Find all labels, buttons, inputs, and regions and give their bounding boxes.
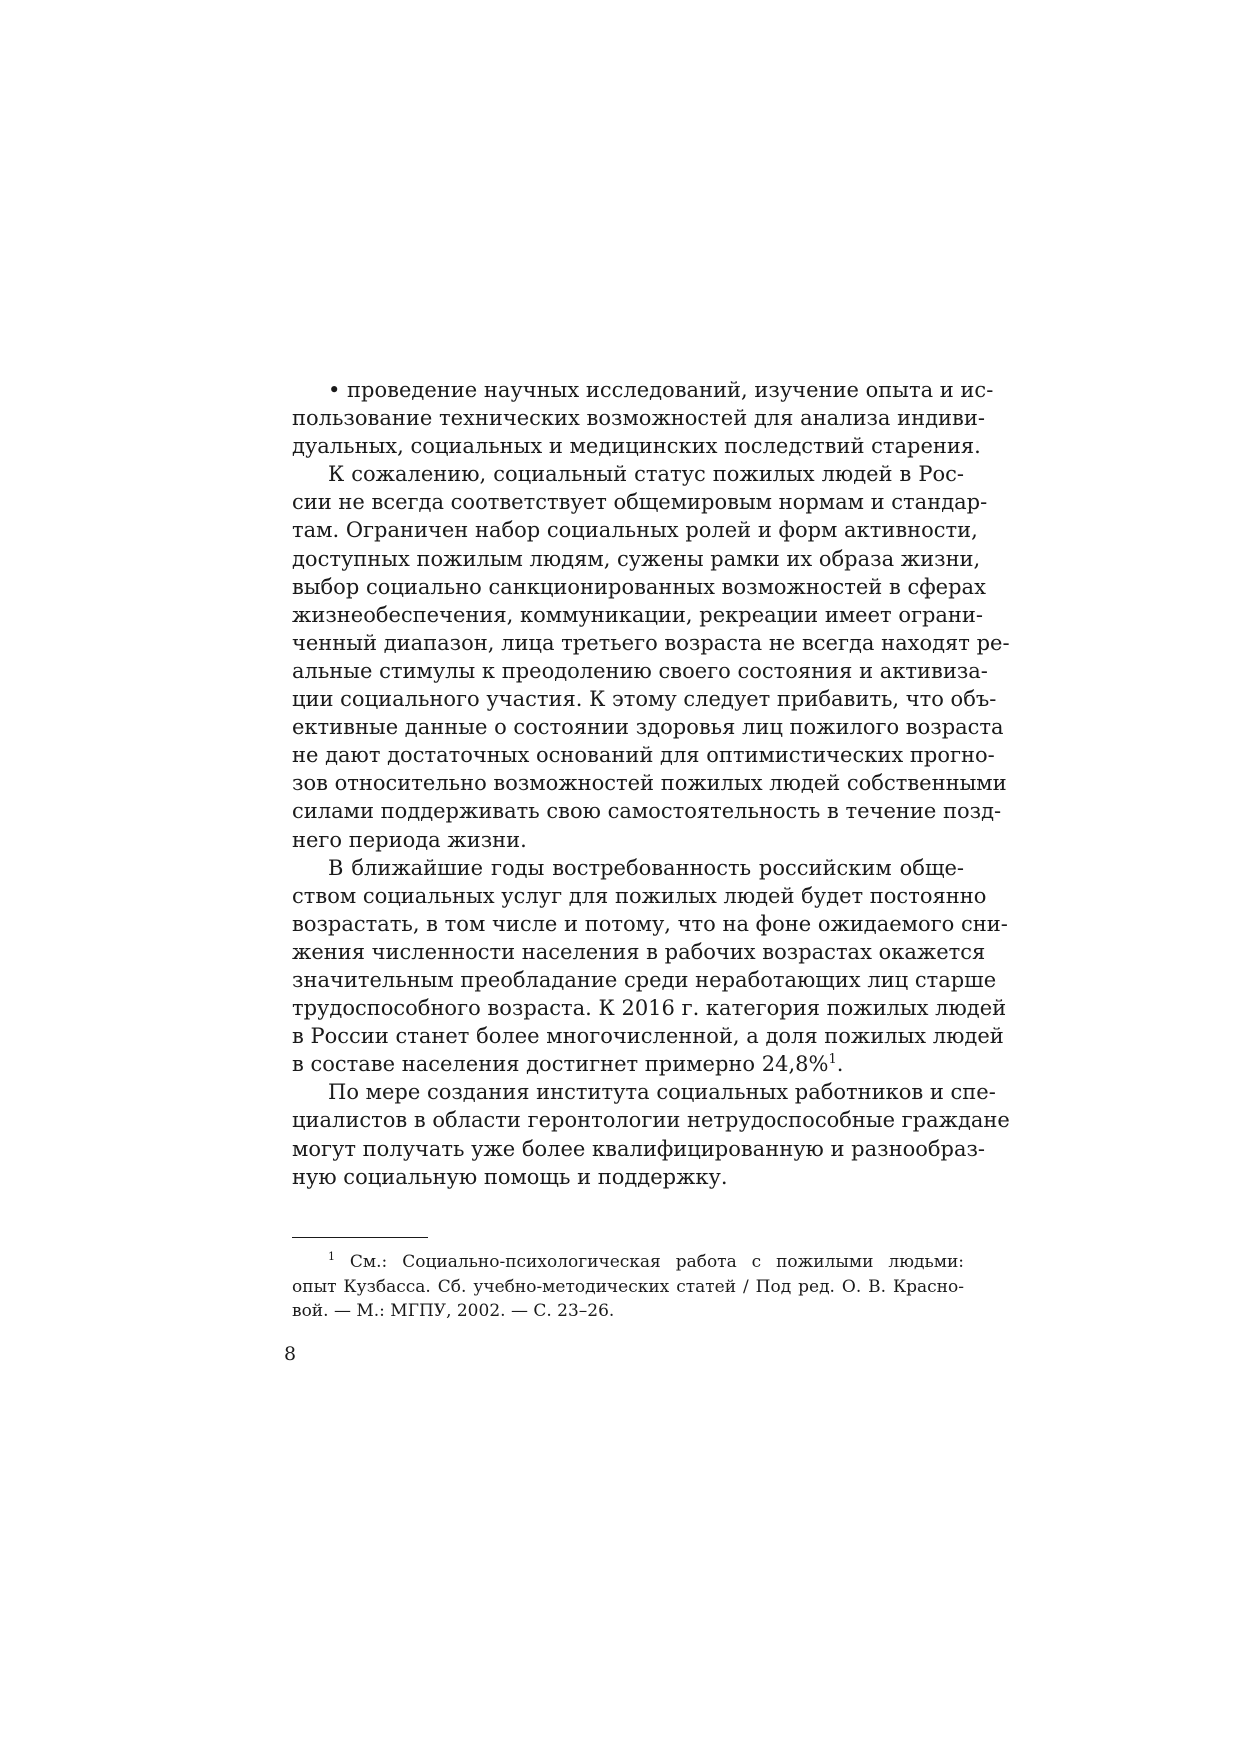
text-line: альные стимулы к преодолению своего состояния и активиза- [292,658,988,683]
footnote-reference[interactable]: 1 [828,1052,837,1068]
text-line: ченный диапазон, лица третьего возраста не всегда находят ре- [292,630,1010,655]
text-line: не дают достаточных оснований для оптимистических прогно- [292,743,995,768]
text-line [292,1050,964,1078]
text-line: значительным преобладание среди неработающих лиц старше [292,967,997,992]
text-line: ную социальную помощь и поддержку. [292,1164,728,1189]
text-line: возрастать, в том числе и потому, что на фоне ожидаемого сни- [292,911,1008,936]
footnote-line: вой. — М.: МГПУ, 2002. — С. 23–26. [292,1301,615,1322]
main-text [292,376,1010,1191]
text-line: сии не всегда соответствует общемировым нормам и стандар- [292,490,988,515]
text-line: В ближайшие годы востребованность российским обще- [328,855,964,880]
footnote [292,1250,964,1324]
text-line: ством социальных услуг для пожилых людей будет постоянно [292,883,987,908]
text-line: ективные данные о состоянии здоровья лиц пожилого возраста [292,715,1004,740]
text-line: ции социального участия. К этому следует прибавить, что объ- [292,687,997,712]
text-line: зов относительно возможностей пожилых людей собственными [292,771,1007,796]
footnote-text: См.: Социально-психологическая работа с пожилыми людьми: [349,1252,964,1272]
text-line: него периода жизни. [292,827,527,852]
text-line: доступных пожилым людям, сужены рамки их образа жизни, [292,546,981,571]
text-line: дуальных, социальных и медицинских последствий старения. [292,434,981,459]
text-line: могут получать уже более квалифицированную и разнообраз- [292,1136,986,1161]
paragraph-demand [292,854,1008,1079]
footnote-line: опыт Кузбасса. Сб. учебно-методических статей / Под ред. О. В. Красно- [292,1276,964,1297]
text-line: жизнеобеспечения, коммуникации, рекреации имеет ограни- [292,602,984,627]
text-line: пользование технических возможностей для анализа индиви- [292,406,985,431]
paragraph-bullet [292,376,994,460]
paragraph-social-status [292,460,1010,853]
text-line: циалистов в области геронтологии нетрудоспособные граждане [292,1108,1010,1133]
sentence-end: . [836,1052,844,1077]
text-line: • проведение научных исследований, изучение опыта и ис- [328,378,994,402]
paragraph-institute [292,1078,1010,1190]
text-line: силами поддерживать свою самостоятельность в течение позд- [292,799,1002,824]
text-line: К сожалению, социальный статус пожилых людей в Рос- [328,462,964,487]
text-line: По мере создания института социальных работников и спе- [328,1080,996,1105]
text-line-content: в составе населения достигнет примерно 24,8% [292,1052,829,1077]
footnote-line [292,1250,964,1275]
text-line: там. Ограничен набор социальных ролей и форм активности, [292,518,978,543]
footnote-mark: 1 [328,1250,335,1263]
footnote-divider [292,1237,428,1238]
text-line: жения численности населения в рабочих возрастах окажется [292,939,986,964]
text-line: в России станет более многочисленной, а доля пожилых людей [292,1024,1004,1049]
text-line: трудоспособного возраста. К 2016 г. категория пожилых людей [292,996,1007,1021]
text-line: выбор социально санкционированных возможностей в сферах [292,574,986,599]
page-number: 8 [284,1343,297,1365]
